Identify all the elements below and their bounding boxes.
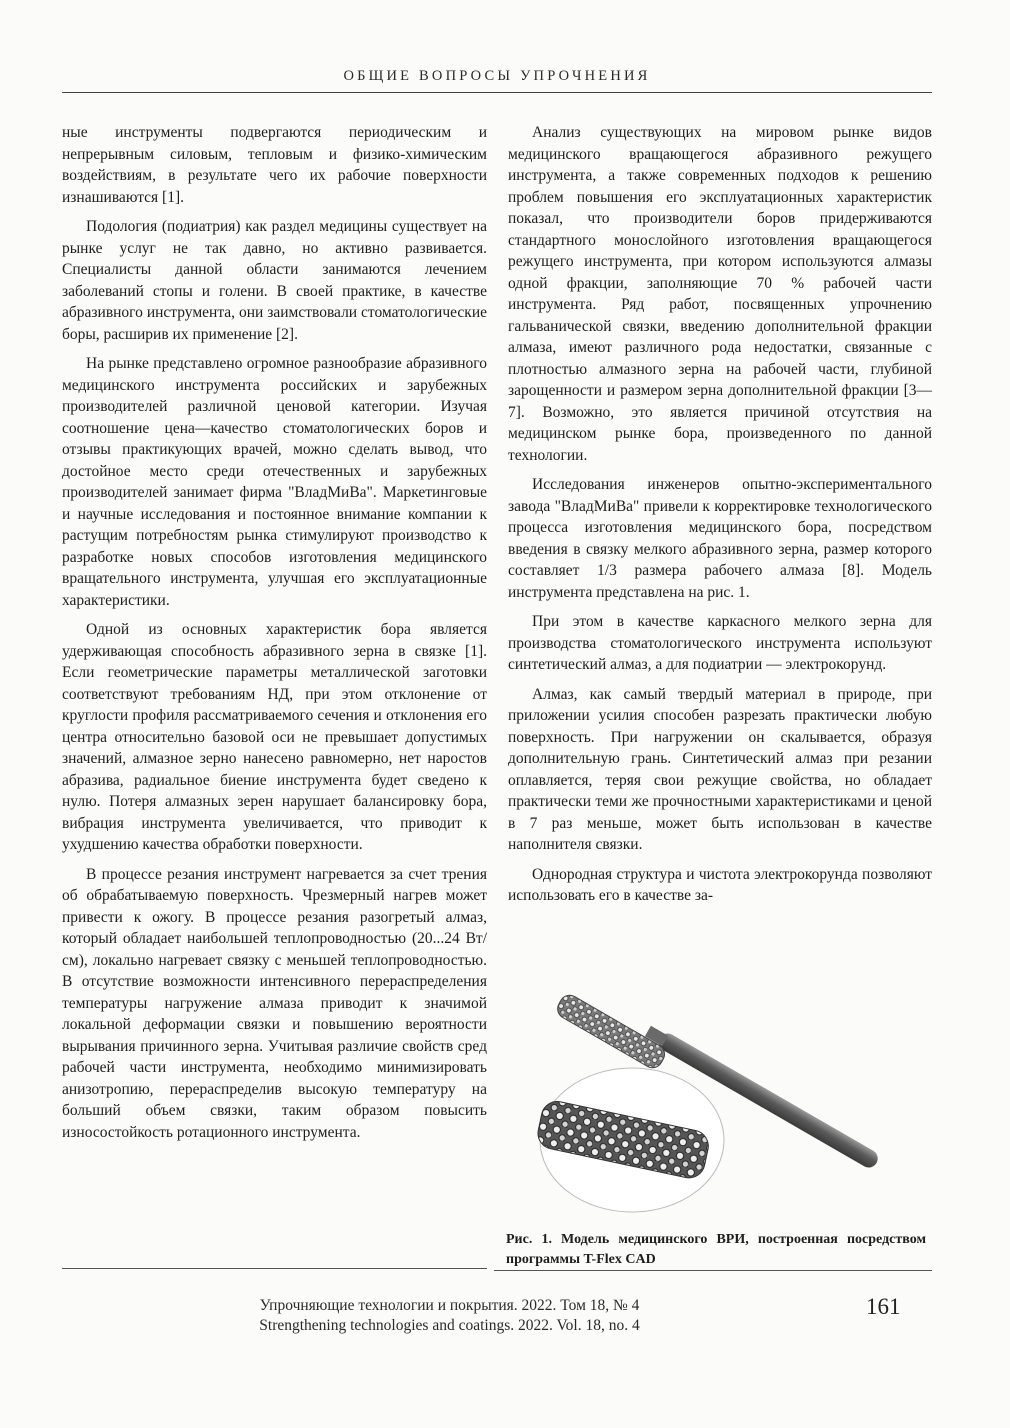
paragraph: При этом в качестве каркасного мелкого зерна для производства стоматологического инструмента используют синтетический алмаз, а для подиатрии — электрокорунд. bbox=[508, 613, 932, 673]
paragraph: Исследования инженеров опытно-экспериментального завода "ВладМиВа" привели к корректировке технологического процесса изготовления медицинского бора, посредством введения в связку мелкого абразивного зерна, размер которого составляет 1/3 размера рабочего алмаза [8]. Модель инструмента представлена на рис. 1. bbox=[508, 476, 932, 601]
paragraph: Одной из основных характеристик бора является удерживающая способность абразивного зерна в связке [1]. Если геометрические параметры металлической заготовки соответствуют требованиям НД, при этом отклонение от круглости профиля рассматриваемого сечения и отклонения его центра относительно базовой оси не превышает допустимых значений, алмазное зерно нанесено равномерно, нет наростов абразива, радиальное биение инструмента будет сведено к нулю. Потеря алмазных зерен нарушает балансировку бора, вибрация инструмента увеличивается, что приводит к ухудшению качества обработки поверхности. bbox=[62, 621, 487, 853]
running-header: ОБЩИЕ ВОПРОСЫ УПРОЧНЕНИЯ bbox=[343, 68, 651, 84]
journal-title-ru: Упрочняющие технологии и покрытия. 2022. Том 18, № 4 bbox=[259, 1297, 640, 1314]
footer-rule-left bbox=[62, 1268, 487, 1269]
figure-caption: Рис. 1. Модель медицинского ВРИ, построенная посредством программы T-Flex CAD bbox=[506, 1232, 926, 1267]
header-rule bbox=[62, 92, 932, 93]
left-column bbox=[62, 122, 487, 1151]
paragraph: В процессе резания инструмент нагревается за счет трения об обрабатываемую поверхность. Чрезмерный нагрев может привести к ожогу. В процессе резания разогретый алмаз, который обладает наибольшей теплопроводностью (20...24 Вт/см), локально нагревает связку с меньшей теплопроводностью. В отсутствие возможности интенсивного перераспределения температуры нагружение алмаза приводит к значимой локальной деформации связки и повышению вероятности вырывания причинного зерна. Учитывая различие свойств сред рабочей части инструмента, необходимо минимизировать анизотропию, перераспределив высокую температуру на больший объем связки, таким образом повысить износостойкость ротационного инструмента. bbox=[62, 865, 487, 1141]
page-number: 161 bbox=[866, 1294, 901, 1319]
right-column bbox=[508, 122, 932, 915]
paragraph: На рынке представлено огромное разнообразие абразивного медицинского инструмента российских и зарубежных производителей различной ценовой категории. Изучая соотношение цена—качество стоматологических боров и отзывы практикующих врачей, можно сделать вывод, что достойное место среди отечественных и зарубежных производителей занимает фирма "ВладМиВа". Маркетинговые и научные исследования и постоянное внимание компании к растущим потребностям рынка стимулируют производство к разработке новых способов изготовления медицинского вращательного инструмента, улучшая его эксплуатационные характеристики. bbox=[62, 355, 487, 609]
figure-medical-bur bbox=[500, 990, 932, 1218]
footer-rule-right bbox=[494, 1270, 932, 1271]
paragraph: ные инструменты подвергаются периодическим и непрерывным силовым, тепловым и физико-химическим воздействиям, в результате чего их рабочие поверхности изнашиваются [1]. bbox=[62, 124, 487, 206]
paragraph: Однородная структура и чистота электрокорунда позволяют использовать его в качестве за- bbox=[508, 865, 932, 904]
paragraph: Подология (подиатрия) как раздел медицины существует на рынке услуг не так давно, но активно развивается. Специалисты данной области занимаются лечением заболеваний стопы и голени. В своей практике, в качестве абразивного инструмента, они заимствовали стоматологические боры, расширив их применение [2]. bbox=[62, 218, 487, 343]
journal-footer bbox=[62, 1296, 837, 1336]
paragraph: Алмаз, как самый твердый материал в природе, при приложении усилия способен разрезать практически любую поверхность. При нагружении он скалывается, образуя дополнительную грань. Синтетический алмаз при резании оплавляется, теряя свои режущие свойства, но обладает практически теми же прочностными характеристиками и ценой в 7 раз меньше, может быть использован в качестве наполнителя связки. bbox=[508, 685, 932, 853]
medical-bur-icon bbox=[500, 990, 932, 1218]
journal-title-en: Strengthening technologies and coatings. 2022. Vol. 18, no. 4 bbox=[259, 1317, 640, 1334]
paragraph: Анализ существующих на мировом рынке видов медицинского вращающегося абразивного режущего инструмента, а также современных подходов к решению проблем повышения его эксплуатационных характеристик показал, что производители боров придерживаются стандартного монослойного изготовления вращающегося режущего инструмента, при котором используются алмазы одной фракции, заполняющие 70 % рабочей части инструмента. Ряд работ, посвященных упрочнению гальванической связки, введению дополнительной фракции алмаза, имеют различного рода недостатки, связанные с плотностью алмазного зерна на рабочей части, глубиной зарощенности и размером зерна дополнительной фракции [3—7]. Возможно, это является причиной отсутствия на медицинском рынке бора, произведенного по данной технологии. bbox=[508, 124, 932, 464]
